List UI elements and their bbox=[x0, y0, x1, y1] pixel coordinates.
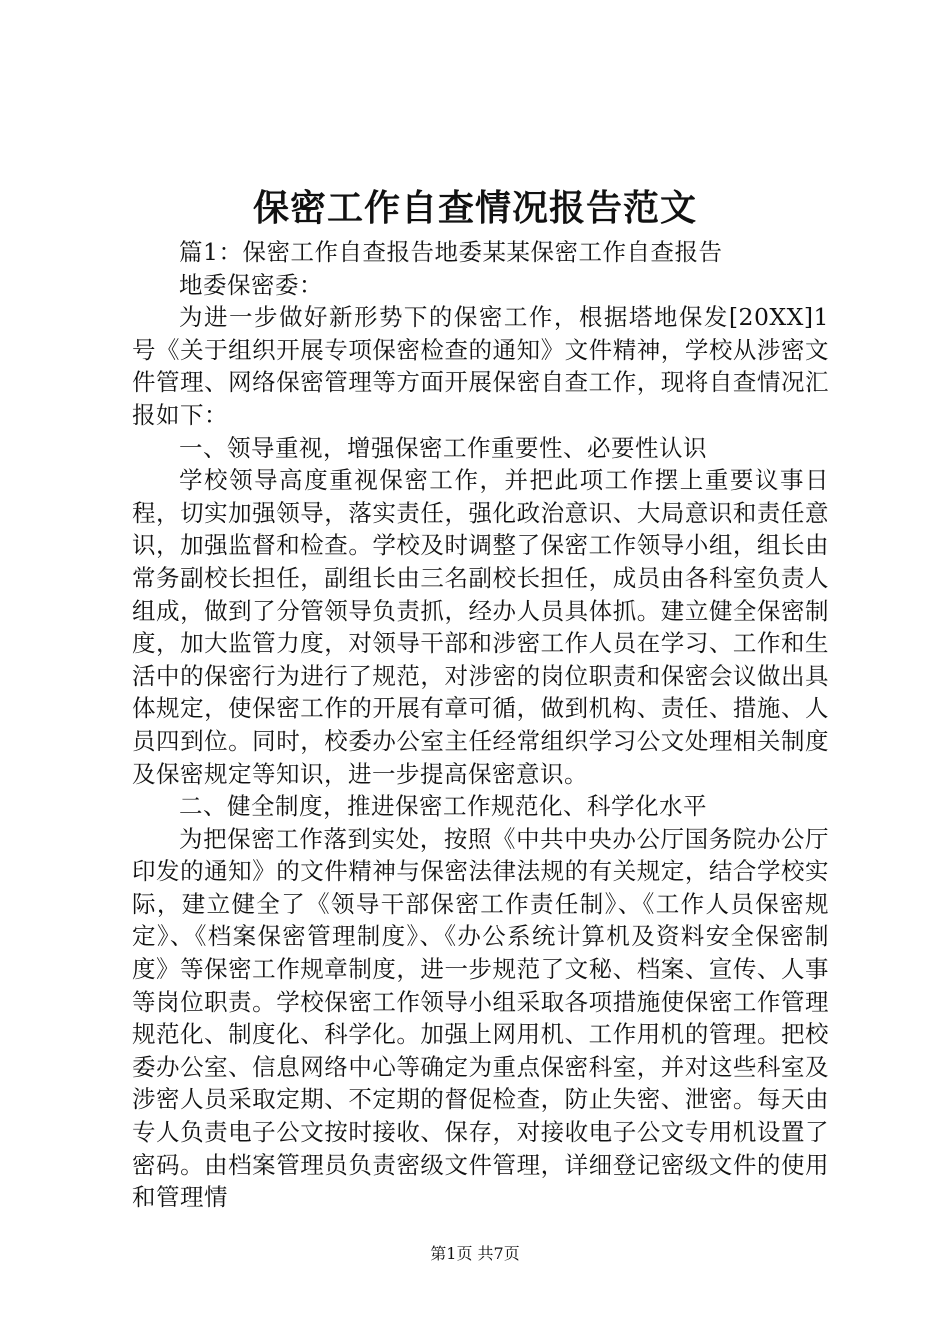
paragraph-section-1: 学校领导高度重视保密工作，并把此项工作摆上重要议事日程，切实加强领导，落实责任，强化政治意识、大局意识和责任意识，加强监督和检查。学校及时调整了保密工作领导小组，组长由常务副校长担任，副组长由三名副校长担任，成员由各科室负责人组成，做到了分管领导负责抓，经办人员具体抓。建立健全保密制度，加大监管力度，对领导干部和涉密工作人员在学习、工作和生活中的保密行为进行了规范，对涉密的岗位职责和保密会议做出具体规定，使保密工作的开展有章可循，做到机构、责任、措施、人员四到位。同时，校委办公室主任经常组织学习公文处理相关制度及保密规定等知识，进一步提高保密意识。 bbox=[132, 466, 829, 788]
paragraph-subtitle: 篇1：保密工作自查报告地委某某保密工作自查报告 bbox=[179, 238, 723, 266]
paragraph-salutation: 地委保密委： bbox=[179, 270, 323, 299]
section-heading-1: 一、领导重视，增强保密工作重要性、必要性认识 bbox=[179, 433, 707, 462]
section-heading-2: 二、健全制度，推进保密工作规范化、科学化水平 bbox=[179, 792, 707, 821]
paragraph-section-2: 为把保密工作落到实处，按照《中共中央办公厅国务院办公厅印发的通知》的文件精神与保密法律法规的有关规定，结合学校实际，建立健全了《领导干部保密工作责任制》、《工作人员保密规定》、《档案保密管理制度》、《办公系统计算机及资料安全保密制度》等保密工作规章制度，进一步规范了文秘、档案、宣传、人事等岗位职责。学校保密工作领导小组采取各项措施使保密工作管理规范化、制度化、科学化。加强上网用机、工作用机的管理。把校委办公室、信息网络中心等确定为重点保密科室，并对这些科室及涉密人员采取定期、不定期的督促检查，防止失密、泄密。每天由专人负责电子公文按时接收、保存，对接收电子公文专用机设置了密码。由档案管理员负责密级文件管理，详细登记密级文件的使用和管理情 bbox=[132, 824, 829, 1212]
paragraph-intro: 为进一步做好新形势下的保密工作，根据塔地保发[20XX]1号《关于组织开展专项保密检查的通知》文件精神，学校从涉密文件管理、网络保密管理等方面开展保密自查工作，现将自查情况汇报如下： bbox=[132, 303, 829, 429]
document-body bbox=[132, 236, 829, 1214]
page-number-footer: 第1页 共7页 bbox=[430, 1244, 520, 1263]
document-title: 保密工作自查情况报告范文 bbox=[252, 187, 697, 229]
